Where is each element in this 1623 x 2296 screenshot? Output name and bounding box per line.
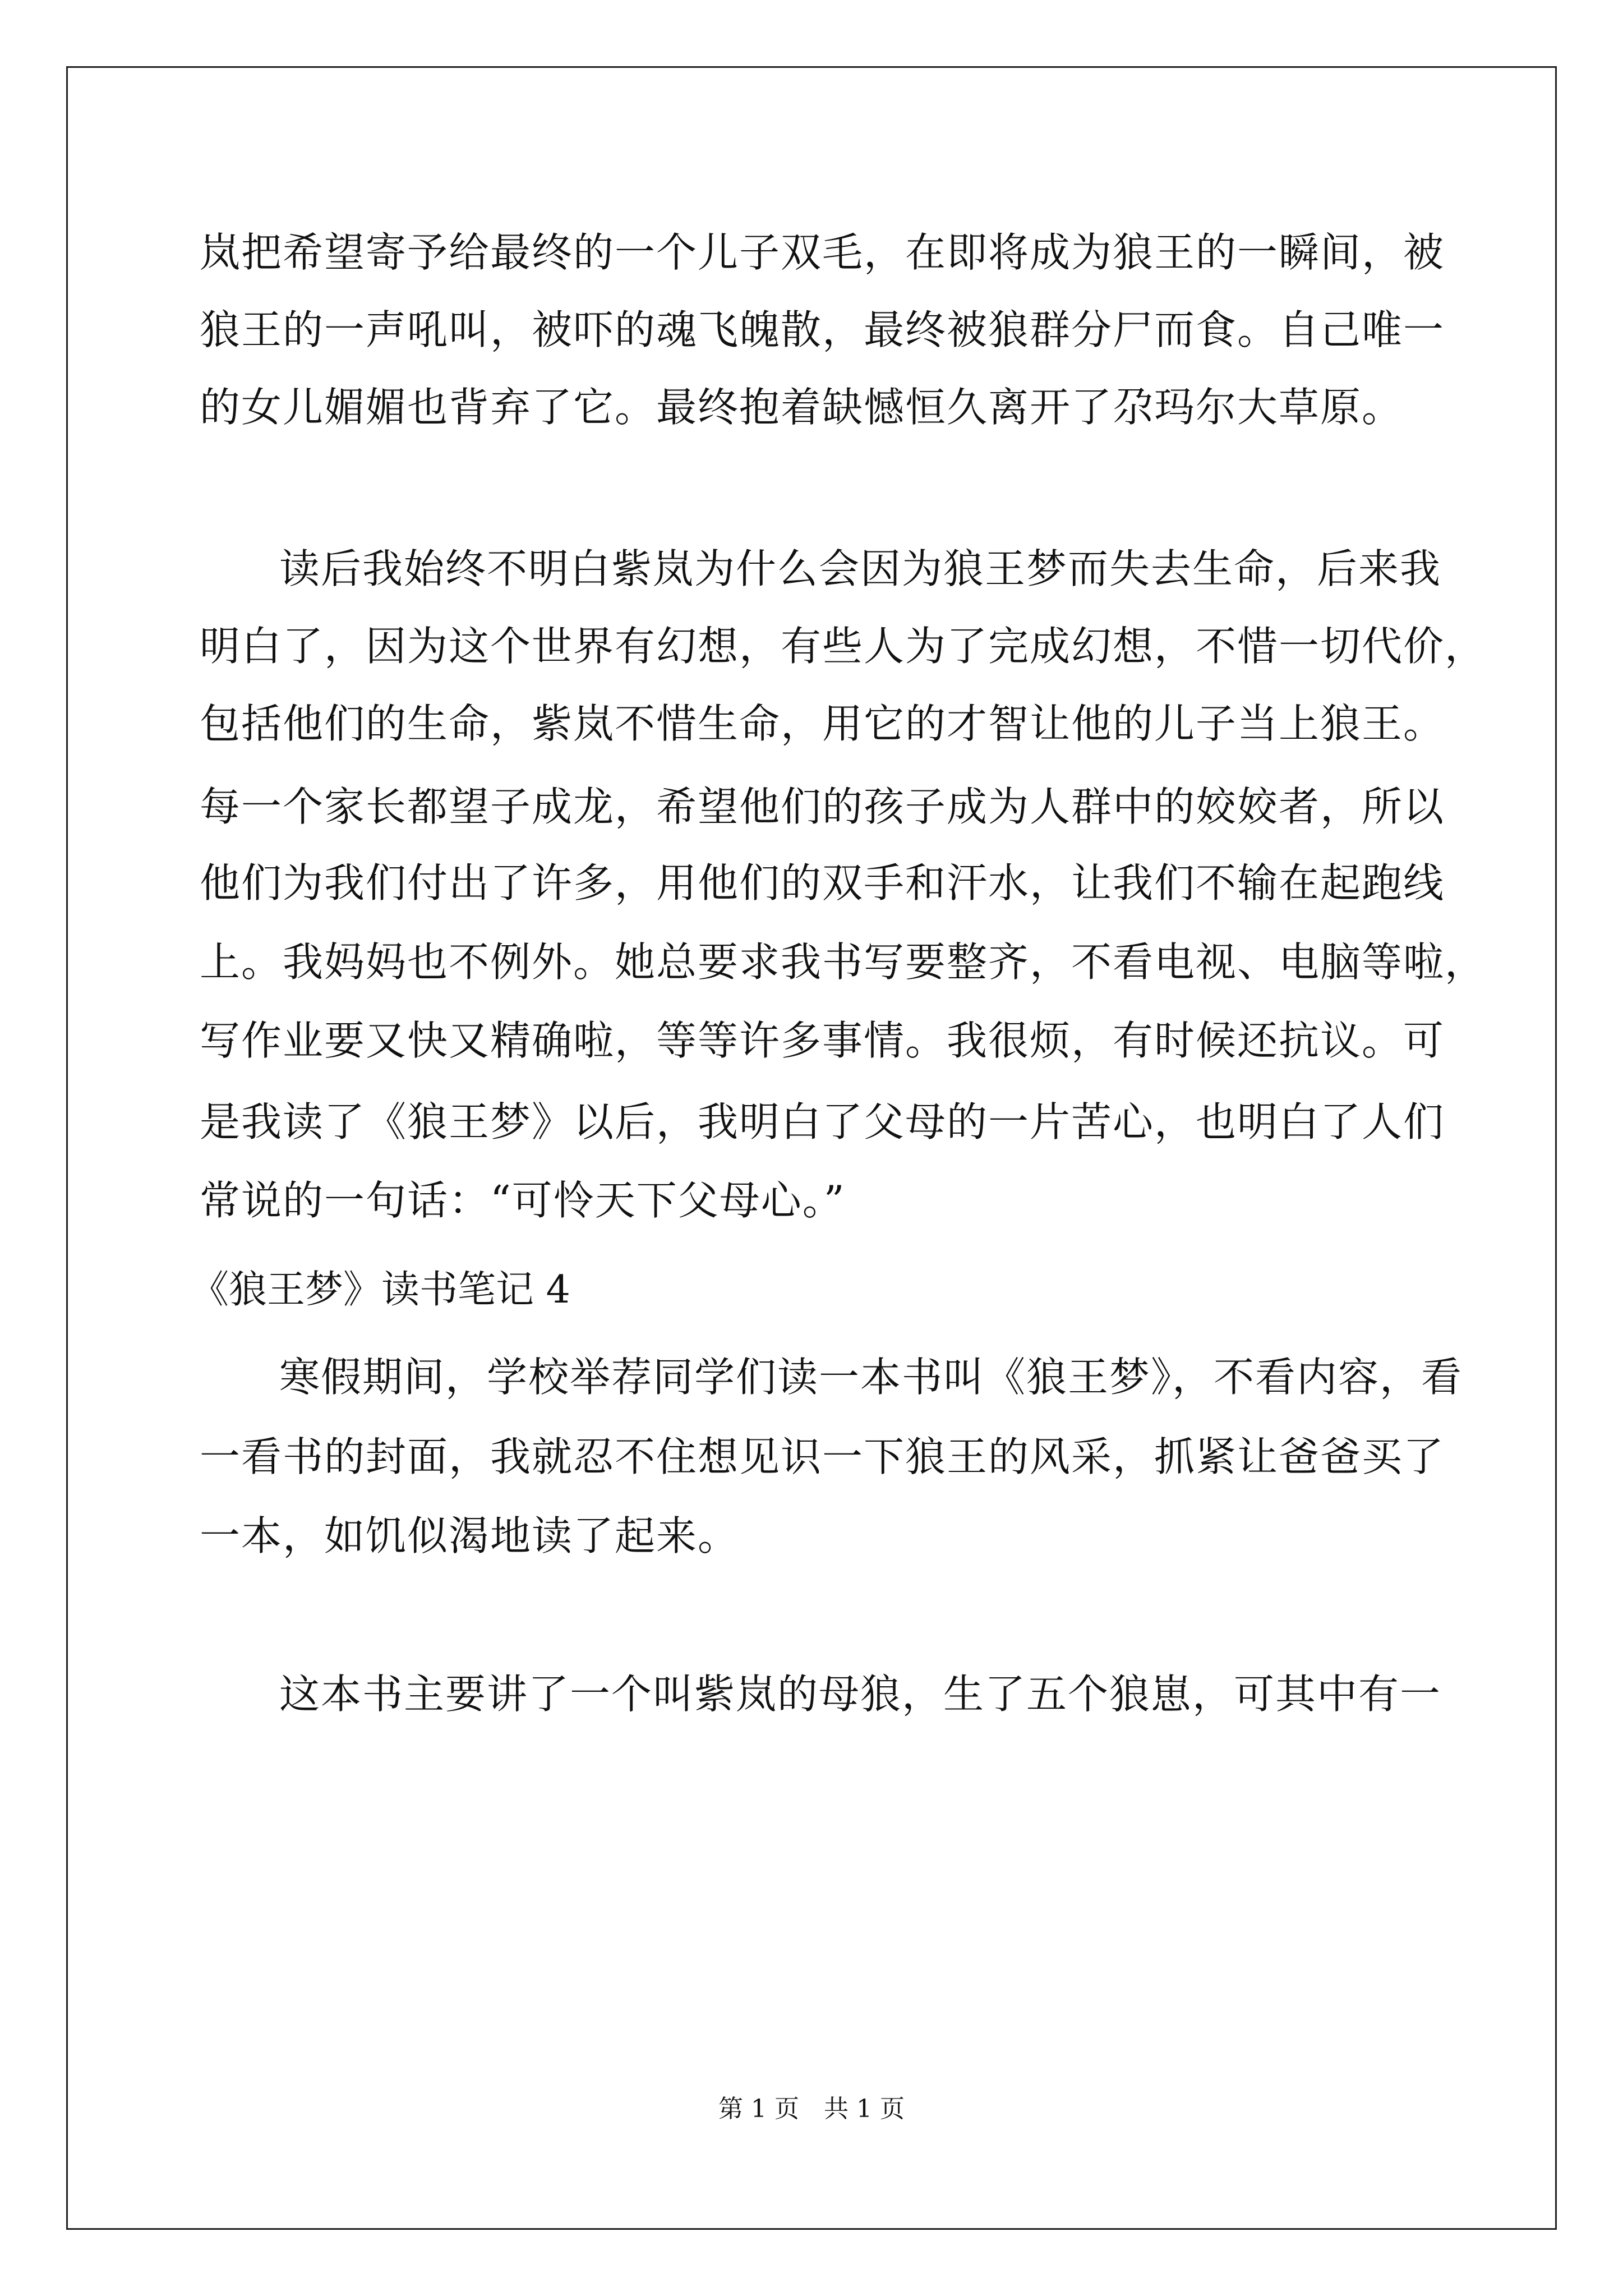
text-line: 包括他们的生命，紫岚不惜生命，用它的才智让他的儿子当上狼王。: [200, 700, 1445, 747]
text-line: 写作业要又快又精确啦，等等许多事情。我很烦，有时候还抗议。可: [200, 1017, 1445, 1064]
text-line: 狼王的一声吼叫，被吓的魂飞魄散，最终被狼群分尸而食。自己唯一: [200, 306, 1445, 353]
text-line: 这本书主要讲了一个叫紫岚的母狼，生了五个狼崽，可其中有一: [279, 1671, 1442, 1718]
text-line: 岚把希望寄予给最终的一个儿子双毛，在即将成为狼王的一瞬间，被: [200, 229, 1445, 276]
text-line: 上。我妈妈也不例外。她总要求我书写要整齐，不看电视、电脑等啦，: [200, 938, 1487, 986]
text-line: 的女儿媚媚也背弃了它。最终抱着缺憾恒久离开了尕玛尔大草原。: [200, 384, 1404, 431]
text-line: 读后我始终不明白紫岚为什么会因为狼王梦而失去生命，后来我: [279, 545, 1442, 592]
text-line: 一看书的封面，我就忍不住想见识一下狼王的风采，抓紧让爸爸买了: [200, 1433, 1445, 1480]
text-line: 他们为我们付出了许多，用他们的双手和汗水，让我们不输在起跑线: [200, 859, 1445, 907]
section-heading: 《狼王梦》读书笔记 4: [191, 1268, 570, 1312]
page-number-footer: 第 1 页 共 1 页: [718, 2095, 905, 2123]
text-line: 寒假期间，学校举荐同学们读一本书叫《狼王梦》，不看内容，看: [279, 1354, 1463, 1401]
text-line: 明白了，因为这个世界有幻想，有些人为了完成幻想，不惜一切代价，: [200, 623, 1487, 670]
text-line: 每一个家长都望子成龙，希望他们的孩子成为人群中的姣姣者，所以: [200, 783, 1445, 830]
text-line: 常说的一句话：“可怜天下父母心。”: [200, 1177, 846, 1224]
text-line: 是我读了《狼王梦》以后，我明白了父母的一片苦心，也明白了人们: [200, 1098, 1445, 1145]
text-line: 一本，如饥似渴地读了起来。: [200, 1512, 740, 1559]
